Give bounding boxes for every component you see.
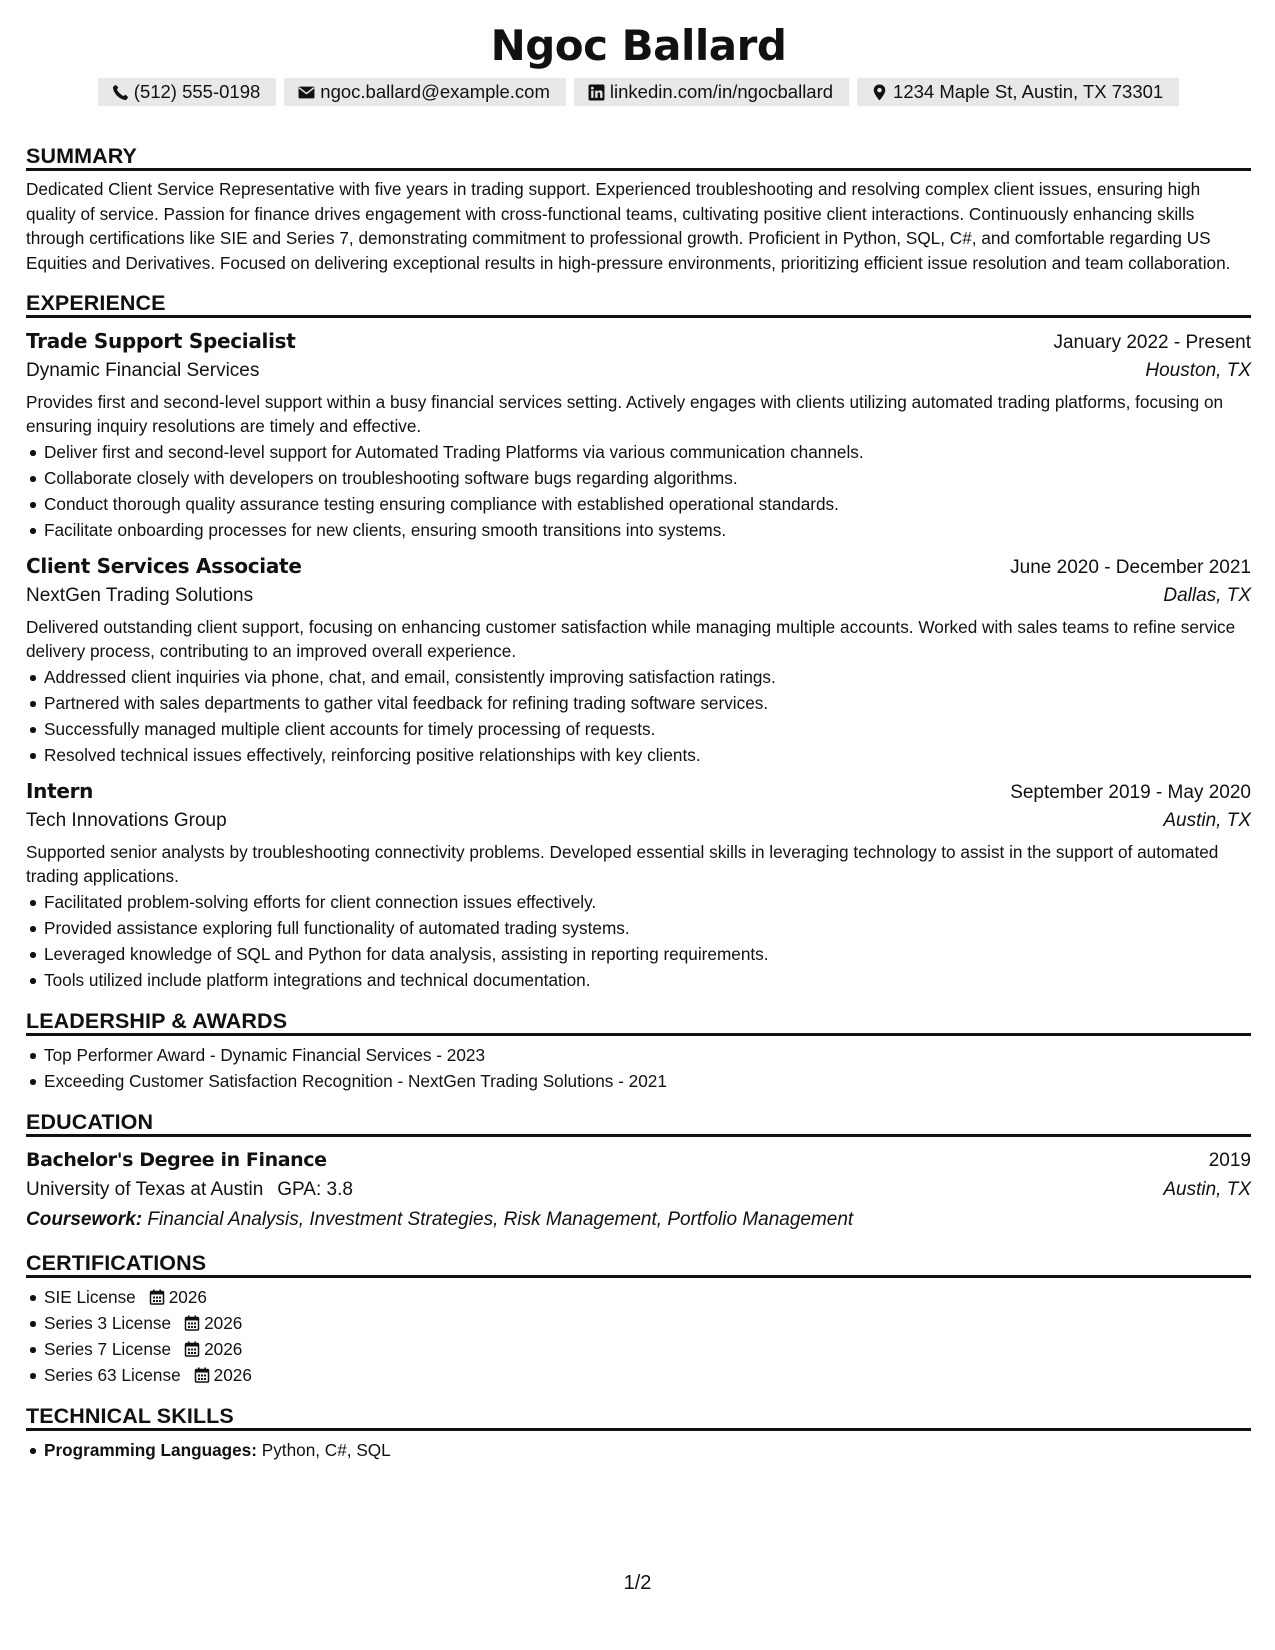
list-item: Conduct thorough quality assurance testing ensuring compliance with established operational standards. <box>26 491 1251 517</box>
list-item: Top Performer Award - Dynamic Financial Services - 2023 <box>26 1042 1251 1068</box>
summary-section <box>26 142 1251 275</box>
section-title-skills: TECHNICAL SKILLS <box>26 1402 1251 1431</box>
list-item: Leveraged knowledge of SQL and Python for data analysis, assisting in reporting requirements. <box>26 941 1251 967</box>
job-bullets <box>26 664 1251 768</box>
job-company: NextGen Trading Solutions <box>26 585 254 606</box>
list-item: Tools utilized include platform integrations and technical documentation. <box>26 967 1251 993</box>
cert-year: 2026 <box>204 1339 243 1359</box>
section-title-education: EDUCATION <box>26 1108 1251 1137</box>
linkedin-icon <box>588 84 605 101</box>
map-pin-icon <box>871 84 888 101</box>
calendar-icon <box>149 1289 165 1305</box>
school-location: Austin, TX <box>1163 1179 1251 1200</box>
school-name: University of Texas at Austin <box>26 1179 264 1200</box>
section-title-awards: LEADERSHIP & AWARDS <box>26 1007 1251 1036</box>
job-description: Supported senior analysts by troubleshooting connectivity problems. Developed essential skills in leveraging technology to assist in the support of automated trading applications. <box>26 842 1219 886</box>
job-title: Intern <box>26 779 94 803</box>
section-title-summary: SUMMARY <box>26 142 1251 171</box>
contact-email: ngoc.ballard@example.com <box>284 78 566 106</box>
contact-phone: (512) 555-0198 <box>98 78 277 106</box>
coursework <box>26 1205 1251 1235</box>
list-item: Facilitate onboarding processes for new clients, ensuring smooth transitions into systems. <box>26 517 1251 543</box>
calendar-icon <box>184 1315 200 1331</box>
job-location: Austin, TX <box>1163 810 1251 831</box>
list-item: Collaborate closely with developers on troubleshooting software bugs regarding algorithms. <box>26 465 1251 491</box>
skill-label: Programming Languages: <box>44 1440 257 1460</box>
job-bullets <box>26 439 1251 543</box>
contact-bar <box>26 78 1251 106</box>
cert-name: Series 3 License <box>44 1313 172 1333</box>
envelope-icon <box>298 84 315 101</box>
summary-text: Dedicated Client Service Representative with five years in trading support. Experienced troubleshooting and resolving complex client issues, ensuring high quality of service. Passion for finance drives engagement with cross-functional teams, cultivating positive client interactions. Continuously enhancing skills through certifications like SIE and Series 7, demonstrating commitment to professional growth. Proficient in Python, SQL, C#, and comfortable regarding US Equities and Derivatives. Focused on delivering exceptional results in high-pressure environments, prioritizing efficient issue resolution and team collaboration. <box>26 179 1231 273</box>
awards-list <box>26 1042 1251 1094</box>
certifications-section <box>26 1249 1251 1388</box>
list-item: Facilitated problem-solving efforts for client connection issues effectively. <box>26 889 1251 915</box>
job-description: Delivered outstanding client support, focusing on enhancing customer satisfaction while managing multiple accounts. Worked with sales teams to refine service delivery process, contributing to an improved overall experience. <box>26 617 1236 661</box>
candidate-name: Ngoc Ballard <box>490 21 787 70</box>
cert-name: Series 63 License <box>44 1365 181 1385</box>
resume-page <box>26 0 1251 1650</box>
job-description: Provides first and second-level support within a busy financial services setting. Actively engages with clients utilizing automated trading platforms, focusing on ensuring inquiry resolutions are timely and effective. <box>26 392 1224 436</box>
job-title: Trade Support Specialist <box>26 329 296 353</box>
job-dates: September 2019 - May 2020 <box>1010 782 1251 803</box>
list-item <box>26 1284 1251 1310</box>
section-title-experience: EXPERIENCE <box>26 289 1251 318</box>
list-item: Successfully managed multiple client accounts for timely processing of requests. <box>26 716 1251 742</box>
job-entry <box>26 326 1251 543</box>
list-item: Deliver first and second-level support for Automated Trading Platforms via various communication channels. <box>26 439 1251 465</box>
cert-year: 2026 <box>168 1287 207 1307</box>
job-bullets <box>26 889 1251 993</box>
gpa: GPA: 3.8 <box>277 1179 353 1200</box>
list-item <box>26 1362 1251 1388</box>
cert-name: SIE License <box>44 1287 136 1307</box>
section-title-certifications: CERTIFICATIONS <box>26 1249 1251 1278</box>
list-item <box>26 1336 1251 1362</box>
skills-section <box>26 1402 1251 1463</box>
experience-section <box>26 289 1251 993</box>
calendar-icon <box>194 1367 210 1383</box>
job-location: Houston, TX <box>1145 360 1251 381</box>
list-item <box>26 1437 1251 1463</box>
list-item: Provided assistance exploring full functionality of automated trading systems. <box>26 915 1251 941</box>
cert-year: 2026 <box>213 1365 252 1385</box>
calendar-icon <box>184 1341 200 1357</box>
job-entry <box>26 551 1251 768</box>
list-item: Resolved technical issues effectively, reinforcing positive relationships with key clients. <box>26 742 1251 768</box>
contact-linkedin: linkedin.com/in/ngocballard <box>574 78 849 106</box>
job-dates: June 2020 - December 2021 <box>1010 557 1251 578</box>
job-company: Tech Innovations Group <box>26 810 227 831</box>
skill-value: Python, C#, SQL <box>261 1440 391 1460</box>
coursework-label: Coursework: <box>26 1209 143 1230</box>
coursework-list: Financial Analysis, Investment Strategies, Risk Management, Portfolio Management <box>147 1209 854 1230</box>
job-location: Dallas, TX <box>1163 585 1251 606</box>
job-dates: January 2022 - Present <box>1053 332 1251 353</box>
degree: Bachelor's Degree in Finance <box>26 1149 327 1171</box>
cert-year: 2026 <box>204 1313 243 1333</box>
page-number: 1/2 <box>623 1572 652 1594</box>
awards-section <box>26 1007 1251 1094</box>
education-section <box>26 1108 1251 1235</box>
list-item: Partnered with sales departments to gather vital feedback for refining trading software services. <box>26 690 1251 716</box>
contact-address: 1234 Maple St, Austin, TX 73301 <box>857 78 1179 106</box>
job-company: Dynamic Financial Services <box>26 360 260 381</box>
certifications-list <box>26 1284 1251 1388</box>
phone-icon <box>112 84 129 101</box>
job-title: Client Services Associate <box>26 554 302 578</box>
list-item <box>26 1310 1251 1336</box>
job-entry <box>26 776 1251 993</box>
skills-list <box>26 1437 1251 1463</box>
cert-name: Series 7 License <box>44 1339 172 1359</box>
list-item: Addressed client inquiries via phone, chat, and email, consistently improving satisfaction ratings. <box>26 664 1251 690</box>
list-item: Exceeding Customer Satisfaction Recognition - NextGen Trading Solutions - 2021 <box>26 1068 1251 1094</box>
graduation-year: 2019 <box>1208 1150 1251 1171</box>
